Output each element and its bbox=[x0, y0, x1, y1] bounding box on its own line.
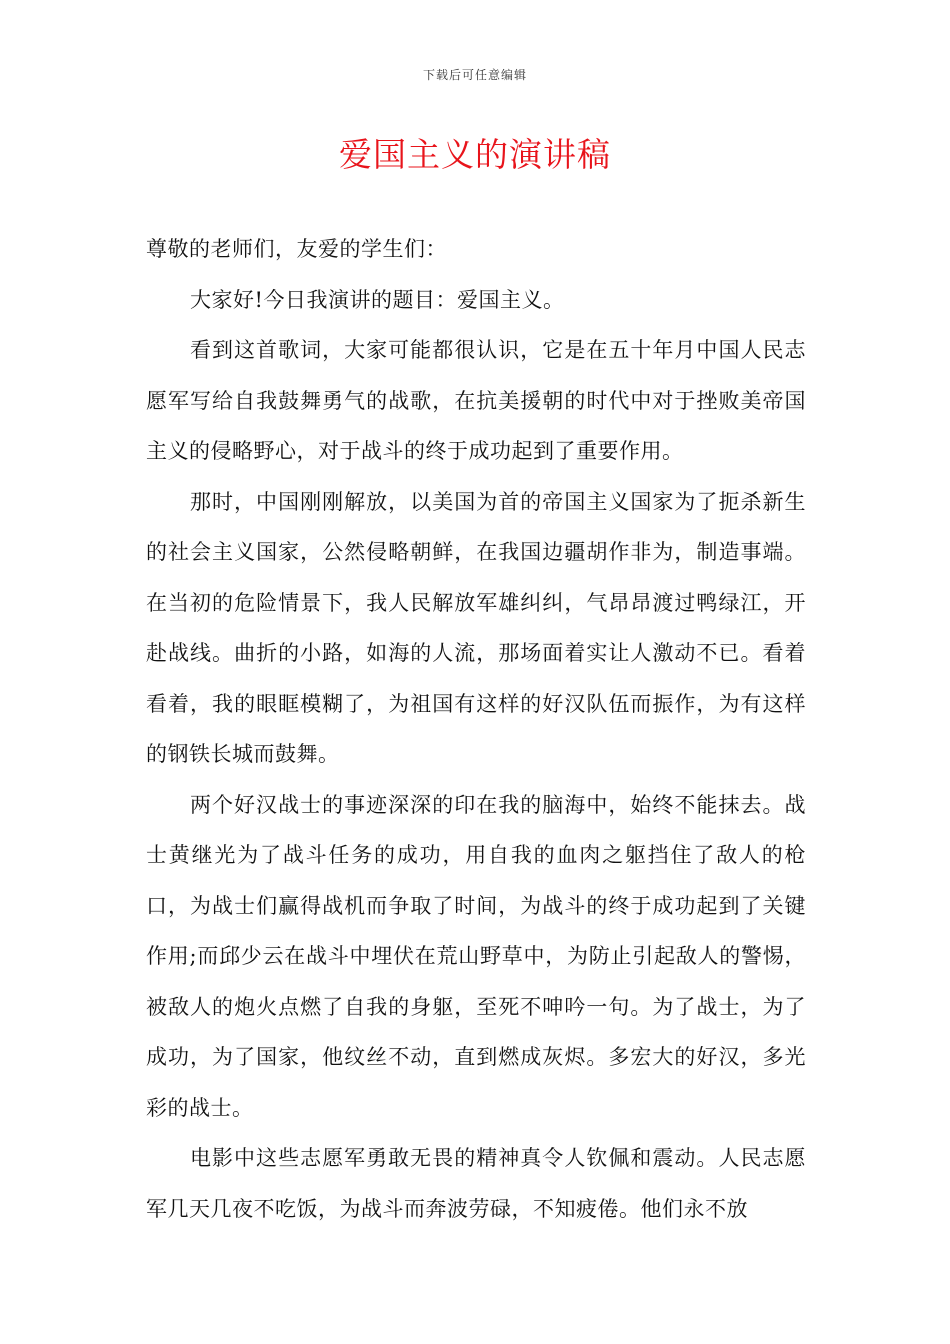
paragraph-greeting: 大家好!今日我演讲的题目：爱国主义。 bbox=[190, 287, 565, 312]
paragraph-film: 电影中这些志愿军勇敢无畏的精神真令人钦佩和震动。人民志愿军几天几夜不吃饭，为战斗而奔波劳碌，不知疲倦。他们永不放 bbox=[146, 1146, 806, 1221]
document-title: 爱国主义的演讲稿 bbox=[339, 135, 611, 174]
document-body bbox=[146, 224, 806, 1234]
paragraph-heroes: 两个好汉战士的事迹深深的印在我的脑海中，始终不能抹去。战士黄继光为了战斗任务的成功，用自我的血肉之躯挡住了敌人的枪口，为战士们赢得战机而争取了时间，为战斗的终于成功起到了关键作用;而邱少云在战斗中埋伏在荒山野草中，为防止引起敌人的警惕，被敌人的炮火点燃了自我的身躯，至死不呻吟一句。为了战士，为了成功，为了国家，他纹丝不动，直到燃成灰烬。多宏大的好汉，多光彩的战士。 bbox=[146, 792, 806, 1120]
paragraph-song: 看到这首歌词，大家可能都很认识，它是在五十年月中国人民志愿军写给自我鼓舞勇气的战歌，在抗美援朝的时代中对于挫败美帝国主义的侵略野心，对于战斗的终于成功起到了重要作用。 bbox=[146, 338, 806, 463]
salutation: 尊敬的老师们，友爱的学生们： bbox=[146, 237, 447, 261]
header-note: 下载后可任意编辑 bbox=[422, 68, 527, 82]
paragraph-history: 那时，中国刚刚解放，以美国为首的帝国主义国家为了扼杀新生的社会主义国家，公然侵略朝鲜，在我国边疆胡作非为，制造事端。在当初的危险情景下，我人民解放军雄纠纠，气昂昂渡过鸭绿江，开赴战线。曲折的小路，如海的人流，那场面着实让人激动不已。看着看着，我的眼眶模糊了，为祖国有这样的好汉队伍而振作，为有这样的钢铁长城而鼓舞。 bbox=[146, 489, 806, 766]
